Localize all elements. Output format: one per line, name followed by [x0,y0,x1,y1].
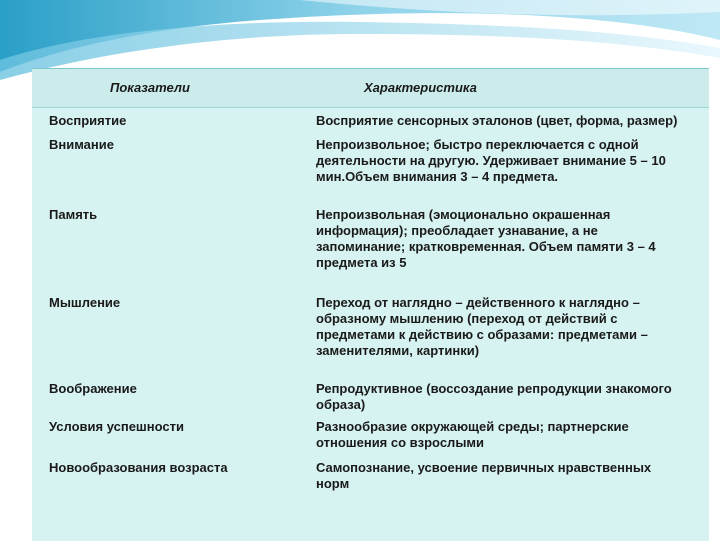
table-row [32,419,709,451]
table-row [32,113,709,129]
row-text: Разнообразие окружающей среды; партнерские отношения со взрослыми [316,419,629,450]
row-label: Память [49,207,98,222]
row-label: Восприятие [49,113,127,128]
table-row [32,460,709,492]
characteristics-table [32,68,709,541]
row-text: Самопознание, усвоение первичных нравственных норм [316,460,652,491]
header-characteristic: Характеристика [364,80,477,95]
table-row [32,381,709,413]
row-label: Новообразования возраста [49,460,228,475]
row-label: Внимание [49,137,114,152]
row-label: Воображение [49,381,137,396]
table-header [32,69,709,108]
row-text: Репродуктивное (воссоздание репродукции знакомого образа) [316,381,672,412]
row-text: Переход от наглядно – действенного к наглядно – образному мышлению (переход от действий с предметами к действию с образами: предметами – заменителями, картинки) [316,295,648,358]
row-label: Условия успешности [49,419,184,434]
row-text: Восприятие сенсорных эталонов (цвет, форма, размер) [316,113,678,128]
table-row [32,137,709,185]
table-row [32,295,709,359]
row-label: Мышление [49,295,121,310]
row-text: Непроизвольное; быстро переключается с одной деятельности на другую. Удерживает внимание 5 – 10 мин.Объем внимания 3 – 4 предмета. [316,137,666,184]
header-indicators: Показатели [110,80,190,95]
table-row [32,207,709,271]
row-text: Непроизвольная (эмоционально окрашенная информация); преобладает узнавание, а не запоминание; кратковременная. Объем памяти 3 – 4 предмета из 5 [316,207,656,270]
